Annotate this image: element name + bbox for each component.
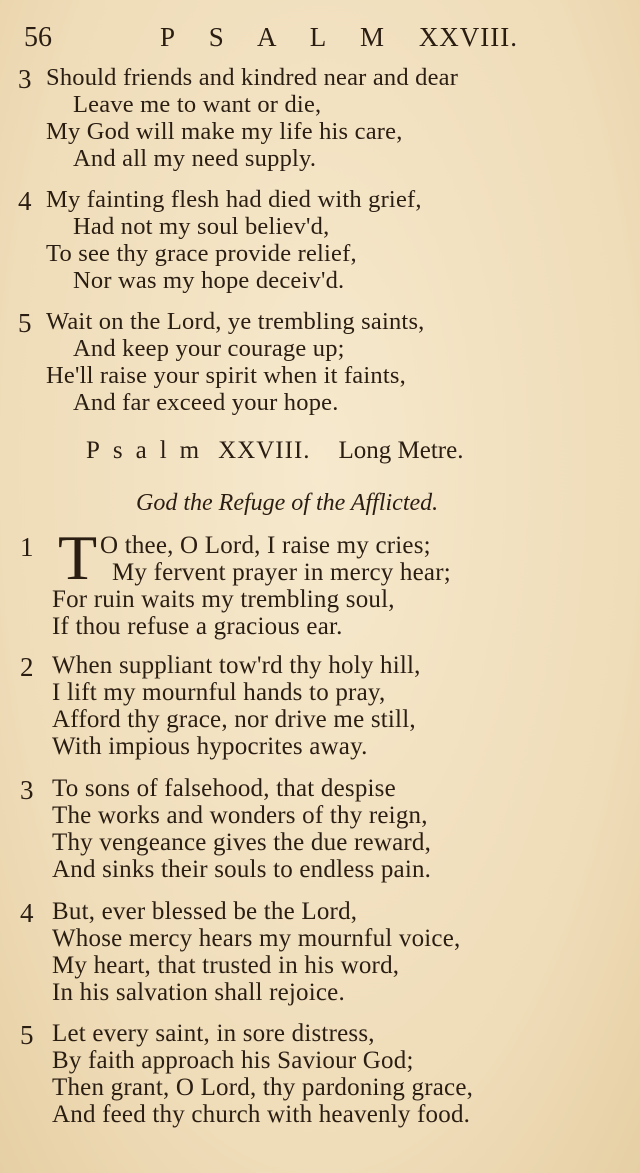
- stanza-number: 5: [20, 1020, 34, 1050]
- psalm-heading-number: XXVIII.: [218, 437, 311, 464]
- verse-line: Wait on the Lord, ye trembling saints,: [46, 308, 425, 335]
- verse-line: In his salvation shall rejoice.: [52, 979, 345, 1006]
- verse-line: I lift my mournful hands to pray,: [52, 679, 386, 706]
- verse-line: Afford thy grace, nor drive me still,: [52, 706, 416, 733]
- stanza-number: 4: [18, 186, 32, 216]
- verse-line: And far exceed your hope.: [73, 389, 339, 416]
- verse-line: If thou refuse a gracious ear.: [52, 613, 343, 640]
- verse-line: To sons of falsehood, that despise: [52, 775, 396, 802]
- verse-line: O thee, O Lord, I raise my cries;: [100, 532, 431, 559]
- drop-cap: T: [58, 522, 98, 593]
- psalm-heading-word: Psalm: [86, 437, 213, 464]
- verse-line: When suppliant tow'rd thy holy hill,: [52, 652, 421, 679]
- psalm-heading: [86, 437, 463, 465]
- verse-line: And all my need supply.: [73, 145, 317, 172]
- verse-line: He'll raise your spirit when it faints,: [46, 362, 406, 389]
- verse-line: For ruin waits my trembling soul,: [52, 586, 395, 613]
- verse-line: Then grant, O Lord, thy pardoning grace,: [52, 1074, 474, 1101]
- verse-line: And keep your courage up;: [73, 335, 345, 362]
- stanza-number: 5: [18, 308, 32, 338]
- verse-line: To see thy grace provide relief,: [46, 240, 357, 267]
- verse-line: And feed thy church with heavenly food.: [52, 1101, 471, 1128]
- page-header: [0, 22, 640, 56]
- verse-line: But, ever blessed be the Lord,: [52, 898, 358, 925]
- stanza-number: 3: [18, 64, 32, 94]
- verse-line: Had not my soul believ'd,: [73, 213, 330, 240]
- running-head: [160, 22, 518, 53]
- verse-line: By faith approach his Saviour God;: [52, 1047, 414, 1074]
- verse-line: Thy vengeance gives the due reward,: [52, 829, 432, 856]
- running-head-number: XXVIII.: [418, 22, 519, 52]
- running-head-word: P S A L M: [160, 22, 399, 52]
- stanza-number: 1: [20, 532, 34, 562]
- verse-line: Nor was my hope deceiv'd.: [73, 267, 345, 294]
- verse-line: Let every saint, in sore distress,: [52, 1020, 375, 1047]
- verse-line: Leave me to want or die,: [73, 91, 322, 118]
- psalm-heading-metre: Long Metre.: [338, 437, 464, 464]
- verse-line: Should friends and kindred near and dear: [46, 64, 459, 91]
- verse-line: My fainting flesh had died with grief,: [46, 186, 422, 213]
- verse-line: And sinks their souls to endless pain.: [52, 856, 432, 883]
- verse-line: My heart, that trusted in his word,: [52, 952, 400, 979]
- verse-line: Whose mercy hears my mournful voice,: [52, 925, 461, 952]
- stanza-number: 3: [20, 775, 34, 805]
- psalm-subtitle: God the Refuge of the Afflicted.: [136, 490, 439, 516]
- verse-line: With impious hypocrites away.: [52, 733, 368, 760]
- verse-line: My fervent prayer in mercy hear;: [112, 559, 451, 586]
- stanza-number: 4: [20, 898, 34, 928]
- verse-line: My God will make my life his care,: [46, 118, 403, 145]
- page-number: 56: [24, 22, 52, 53]
- verse-line: The works and wonders of thy reign,: [52, 802, 428, 829]
- stanza-number: 2: [20, 652, 34, 682]
